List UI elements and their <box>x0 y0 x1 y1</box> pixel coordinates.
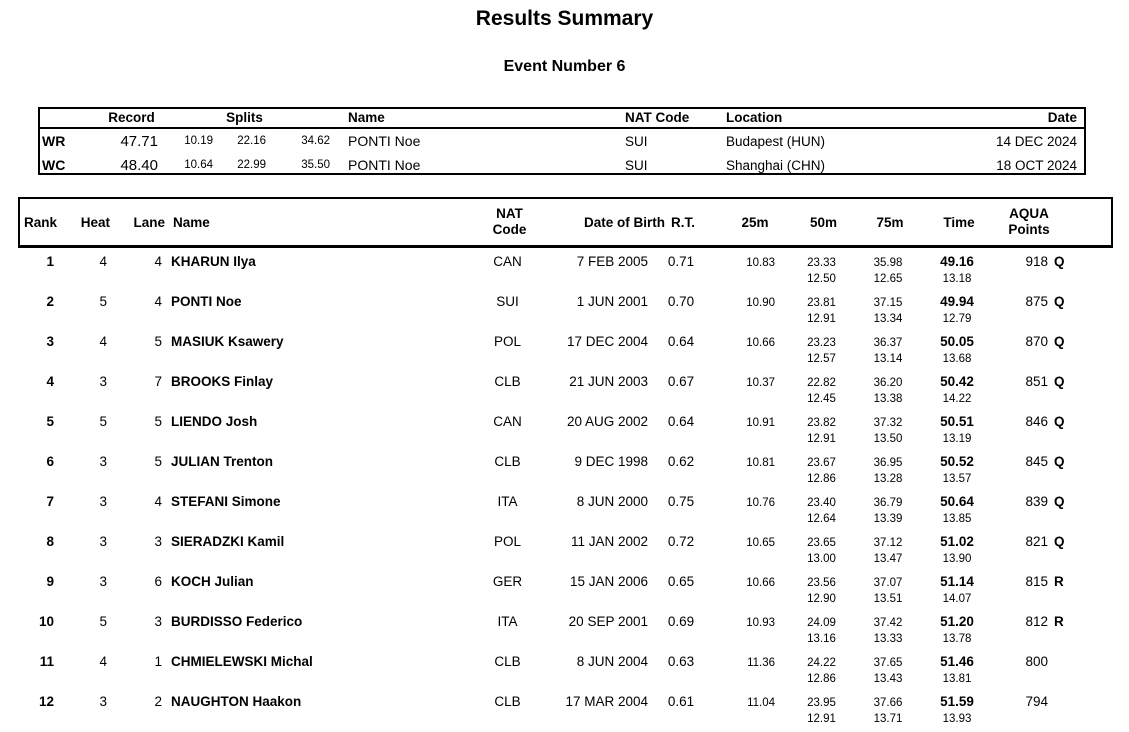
result-75m-time: 37.12 <box>873 537 903 549</box>
result-lap-split-2: 12.86 <box>807 473 836 485</box>
result-lap-split-4: 13.57 <box>942 473 972 485</box>
results-header-nat-code <box>477 206 542 238</box>
result-reaction-time: 0.62 <box>667 454 695 469</box>
results-header-nat-line2: Code <box>492 222 527 237</box>
result-heat: 4 <box>99 254 107 269</box>
records-table <box>38 107 1086 175</box>
result-swimmer-name: MASIUK Ksawery <box>171 334 284 349</box>
result-nat-code: POL <box>493 534 521 549</box>
result-50m-time: 23.67 <box>807 457 836 469</box>
result-heat: 5 <box>99 414 107 429</box>
result-qualification-letter: Q <box>1054 294 1065 309</box>
result-lap-split-4: 14.22 <box>942 393 972 405</box>
result-date-of-birth: 20 AUG 2002 <box>566 414 648 429</box>
result-date-of-birth: 15 JAN 2006 <box>569 574 648 589</box>
result-final-time: 51.20 <box>940 614 974 629</box>
result-row <box>18 372 1113 412</box>
result-lap-split-4: 14.07 <box>942 593 972 605</box>
result-row <box>18 412 1113 452</box>
record-split-75m: 35.50 <box>301 159 330 171</box>
result-50m-time: 24.09 <box>807 617 836 629</box>
result-25m-time: 10.66 <box>746 337 775 349</box>
result-nat-code: POL <box>493 334 521 349</box>
result-lane: 4 <box>154 494 162 509</box>
result-aqua-points-cell <box>996 452 1113 471</box>
result-aqua-points-cell <box>996 292 1113 311</box>
results-header-aqua-points <box>998 206 1115 238</box>
result-lap-split-2: 12.45 <box>807 393 836 405</box>
result-final-time: 49.94 <box>940 294 974 309</box>
results-header-lane: Lane <box>133 214 165 230</box>
records-header-date: Date <box>1047 110 1077 125</box>
records-header-location: Location <box>726 110 783 125</box>
result-75m-time: 37.66 <box>873 697 903 709</box>
record-location: Budapest (HUN) <box>726 133 826 149</box>
result-aqua-points-cell <box>996 652 1113 671</box>
record-label: WC <box>42 157 66 173</box>
result-swimmer-name: CHMIELEWSKI Michal <box>171 654 313 669</box>
result-aqua-points: 839 <box>1025 494 1048 509</box>
results-table-body <box>18 252 1113 732</box>
result-aqua-points-cell <box>996 532 1113 551</box>
result-lap-split-4: 12.79 <box>942 313 972 325</box>
result-75m-time: 37.65 <box>873 657 903 669</box>
result-heat: 3 <box>99 534 107 549</box>
record-label: WR <box>42 133 66 149</box>
result-aqua-points: 800 <box>1025 654 1048 669</box>
result-reaction-time: 0.63 <box>667 654 695 669</box>
result-final-time: 51.02 <box>940 534 974 549</box>
result-heat: 4 <box>99 654 107 669</box>
record-row <box>40 129 1084 153</box>
record-row <box>40 153 1084 177</box>
result-25m-time: 10.81 <box>746 457 775 469</box>
result-rank: 12 <box>38 694 54 709</box>
result-rank: 4 <box>46 374 54 389</box>
result-final-time: 50.42 <box>940 374 974 389</box>
result-50m-time: 23.81 <box>807 297 836 309</box>
result-lap-split-4: 13.81 <box>942 673 972 685</box>
result-nat-code: SUI <box>496 294 519 309</box>
results-header-reaction-time: R.T. <box>670 214 695 230</box>
result-50m-time: 24.22 <box>807 657 836 669</box>
result-nat-code: ITA <box>497 494 518 509</box>
event-number-title: Event Number 6 <box>503 58 626 75</box>
record-split-75m: 34.62 <box>301 135 330 147</box>
result-lap-split-4: 13.18 <box>942 273 972 285</box>
result-lap-split-3: 13.14 <box>873 353 903 365</box>
result-lap-split-4: 13.78 <box>942 633 972 645</box>
result-25m-time: 10.91 <box>746 417 775 429</box>
result-row <box>18 452 1113 492</box>
result-aqua-points-cell <box>996 372 1113 391</box>
result-rank: 8 <box>46 534 54 549</box>
record-date: 18 OCT 2024 <box>996 157 1077 173</box>
records-rows <box>40 129 1084 177</box>
result-aqua-points-cell <box>996 692 1113 711</box>
results-header-75m: 75m <box>876 214 904 230</box>
results-header-time: Time <box>943 214 975 230</box>
result-aqua-points-cell <box>996 412 1113 431</box>
results-header-aqua-line1: AQUA <box>1009 206 1049 221</box>
record-split-25m: 10.64 <box>184 159 213 171</box>
result-lap-split-2: 13.16 <box>807 633 836 645</box>
result-heat: 3 <box>99 374 107 389</box>
record-time: 48.40 <box>120 156 158 174</box>
result-qualification-letter: Q <box>1054 454 1065 469</box>
result-25m-time: 10.76 <box>746 497 775 509</box>
result-lap-split-3: 12.65 <box>873 273 903 285</box>
result-lap-split-3: 13.50 <box>873 433 903 445</box>
result-50m-time: 23.65 <box>807 537 836 549</box>
result-25m-time: 10.90 <box>746 297 775 309</box>
result-25m-time: 10.93 <box>746 617 775 629</box>
result-nat-code: CLB <box>494 694 521 709</box>
records-header-record: Record <box>108 110 155 125</box>
result-date-of-birth: 20 SEP 2001 <box>568 614 648 629</box>
result-reaction-time: 0.72 <box>667 534 695 549</box>
result-date-of-birth: 7 FEB 2005 <box>576 254 648 269</box>
page-title: Results Summary <box>475 7 654 30</box>
result-row <box>18 332 1113 372</box>
result-lap-split-3: 13.38 <box>873 393 903 405</box>
result-lap-split-3: 13.51 <box>873 593 903 605</box>
result-swimmer-name: SIERADZKI Kamil <box>171 534 285 549</box>
records-header-nat-code: NAT Code <box>625 110 690 125</box>
result-heat: 5 <box>99 614 107 629</box>
result-aqua-points: 821 <box>1025 534 1048 549</box>
result-final-time: 50.51 <box>940 414 974 429</box>
result-date-of-birth: 8 JUN 2000 <box>576 494 648 509</box>
result-50m-time: 23.40 <box>807 497 836 509</box>
result-final-time: 51.46 <box>940 654 974 669</box>
result-qualification-letter: Q <box>1054 534 1065 549</box>
result-date-of-birth: 11 JAN 2002 <box>570 534 648 549</box>
result-aqua-points-cell <box>996 492 1113 511</box>
result-rank: 7 <box>46 494 54 509</box>
result-qualification-letter: Q <box>1054 374 1065 389</box>
result-rank: 6 <box>46 454 54 469</box>
record-time: 47.71 <box>120 132 158 150</box>
result-lane: 2 <box>154 694 162 709</box>
result-date-of-birth: 17 MAR 2004 <box>565 694 648 709</box>
result-50m-time: 22.82 <box>807 377 836 389</box>
result-nat-code: CLB <box>494 454 521 469</box>
result-swimmer-name: STEFANI Simone <box>171 494 281 509</box>
result-25m-time: 11.36 <box>747 657 775 669</box>
result-nat-code: ITA <box>497 614 518 629</box>
results-header-name: Name <box>173 214 210 230</box>
result-aqua-points-cell <box>996 612 1113 631</box>
result-date-of-birth: 8 JUN 2004 <box>576 654 648 669</box>
result-50m-time: 23.95 <box>807 697 836 709</box>
record-nat-code: SUI <box>625 133 648 149</box>
result-50m-time: 23.23 <box>807 337 836 349</box>
result-rank: 2 <box>46 294 54 309</box>
result-row <box>18 292 1113 332</box>
result-date-of-birth: 9 DEC 1998 <box>574 454 648 469</box>
result-25m-time: 10.66 <box>746 577 775 589</box>
result-reaction-time: 0.64 <box>667 414 695 429</box>
result-lane: 4 <box>154 254 162 269</box>
results-header-date-of-birth: Date of Birth <box>584 214 665 230</box>
record-date: 14 DEC 2024 <box>995 133 1077 149</box>
records-header-row <box>40 109 1084 129</box>
results-header-rank: Rank <box>24 214 58 230</box>
result-rank: 1 <box>46 254 54 269</box>
result-heat: 5 <box>99 294 107 309</box>
result-lane: 1 <box>154 654 162 669</box>
result-aqua-points: 812 <box>1025 614 1048 629</box>
result-lap-split-3: 13.39 <box>873 513 903 525</box>
result-lap-split-2: 12.90 <box>807 593 836 605</box>
result-75m-time: 36.79 <box>873 497 903 509</box>
result-aqua-points-cell <box>996 332 1113 351</box>
result-aqua-points: 870 <box>1025 334 1048 349</box>
result-rank: 5 <box>46 414 54 429</box>
result-reaction-time: 0.64 <box>667 334 695 349</box>
result-lap-split-3: 13.34 <box>873 313 903 325</box>
result-aqua-points: 875 <box>1025 294 1048 309</box>
result-row <box>18 612 1113 652</box>
result-row <box>18 252 1113 292</box>
result-qualification-letter: R <box>1054 574 1064 589</box>
result-lap-split-2: 12.57 <box>807 353 836 365</box>
result-lap-split-3: 13.33 <box>873 633 903 645</box>
record-nat-code: SUI <box>625 157 648 173</box>
result-nat-code: CAN <box>493 254 522 269</box>
result-qualification-letter: Q <box>1054 334 1065 349</box>
result-date-of-birth: 17 DEC 2004 <box>566 334 648 349</box>
result-nat-code: CLB <box>494 654 521 669</box>
result-25m-time: 10.65 <box>746 537 775 549</box>
result-qualification-letter: Q <box>1054 494 1065 509</box>
results-header-aqua-line2: Points <box>1008 222 1050 237</box>
result-lap-split-4: 13.19 <box>942 433 972 445</box>
result-lap-split-2: 13.00 <box>807 553 836 565</box>
result-50m-time: 23.33 <box>807 257 836 269</box>
result-aqua-points: 851 <box>1025 374 1048 389</box>
result-qualification-letter: Q <box>1054 254 1065 269</box>
result-lap-split-2: 12.64 <box>807 513 836 525</box>
result-swimmer-name: BURDISSO Federico <box>171 614 303 629</box>
result-50m-time: 23.56 <box>807 577 836 589</box>
result-rank: 11 <box>39 654 54 669</box>
result-reaction-time: 0.75 <box>667 494 695 509</box>
result-lap-split-3: 13.43 <box>873 673 903 685</box>
result-swimmer-name: PONTI Noe <box>171 294 242 309</box>
result-nat-code: CAN <box>493 414 522 429</box>
records-header-splits: Splits <box>226 110 263 125</box>
result-lane: 5 <box>154 454 162 469</box>
result-lane: 6 <box>154 574 162 589</box>
result-75m-time: 37.42 <box>873 617 903 629</box>
result-lap-split-2: 12.86 <box>807 673 836 685</box>
results-header-50m: 50m <box>809 214 838 230</box>
result-date-of-birth: 21 JUN 2003 <box>569 374 648 389</box>
result-75m-time: 37.15 <box>873 297 903 309</box>
result-swimmer-name: NAUGHTON Haakon <box>171 694 302 709</box>
result-row <box>18 652 1113 692</box>
result-reaction-time: 0.61 <box>667 694 695 709</box>
record-split-50m: 22.99 <box>237 159 266 171</box>
result-heat: 3 <box>99 574 107 589</box>
result-aqua-points-cell <box>996 252 1113 271</box>
result-reaction-time: 0.65 <box>667 574 695 589</box>
record-split-25m: 10.19 <box>184 135 213 147</box>
result-75m-time: 36.20 <box>873 377 903 389</box>
results-header-nat-line1: NAT <box>496 206 523 221</box>
result-50m-time: 23.82 <box>807 417 836 429</box>
result-25m-time: 10.83 <box>746 257 775 269</box>
result-lap-split-4: 13.90 <box>942 553 972 565</box>
result-75m-time: 35.98 <box>873 257 903 269</box>
result-swimmer-name: KHARUN Ilya <box>171 254 256 269</box>
result-reaction-time: 0.69 <box>667 614 695 629</box>
result-final-time: 49.16 <box>940 254 974 269</box>
result-lap-split-4: 13.85 <box>942 513 972 525</box>
result-aqua-points: 794 <box>1025 694 1048 709</box>
result-qualification-letter: R <box>1054 614 1064 629</box>
result-swimmer-name: BROOKS Finlay <box>171 374 274 389</box>
result-lap-split-2: 12.91 <box>807 433 836 445</box>
record-holder-name: PONTI Noe <box>348 133 421 149</box>
result-lane: 3 <box>154 534 162 549</box>
result-rank: 9 <box>46 574 54 589</box>
result-aqua-points: 918 <box>1025 254 1048 269</box>
record-holder-name: PONTI Noe <box>348 157 421 173</box>
result-swimmer-name: LIENDO Josh <box>171 414 258 429</box>
result-final-time: 50.64 <box>940 494 974 509</box>
record-split-50m: 22.16 <box>237 135 266 147</box>
result-lane: 5 <box>154 334 162 349</box>
result-reaction-time: 0.71 <box>667 254 695 269</box>
result-75m-time: 36.95 <box>873 457 903 469</box>
result-lap-split-3: 13.47 <box>873 553 903 565</box>
result-heat: 3 <box>99 694 107 709</box>
result-lap-split-2: 12.50 <box>807 273 836 285</box>
result-heat: 4 <box>99 334 107 349</box>
result-qualification-letter: Q <box>1054 414 1065 429</box>
results-header-heat: Heat <box>80 214 110 230</box>
result-lane: 5 <box>154 414 162 429</box>
result-lap-split-4: 13.68 <box>942 353 972 365</box>
result-lane: 3 <box>154 614 162 629</box>
result-75m-time: 36.37 <box>873 337 903 349</box>
result-aqua-points-cell <box>996 572 1113 591</box>
result-aqua-points: 845 <box>1025 454 1048 469</box>
result-rank: 10 <box>38 614 54 629</box>
result-nat-code: GER <box>492 574 523 589</box>
result-swimmer-name: JULIAN Trenton <box>171 454 274 469</box>
result-lap-split-2: 12.91 <box>807 713 836 725</box>
result-aqua-points: 846 <box>1025 414 1048 429</box>
result-final-time: 50.05 <box>940 334 974 349</box>
result-row <box>18 692 1113 732</box>
result-rank: 3 <box>46 334 54 349</box>
result-reaction-time: 0.67 <box>667 374 695 389</box>
result-final-time: 51.59 <box>940 694 974 709</box>
results-table-header <box>18 197 1113 248</box>
result-row <box>18 572 1113 612</box>
result-final-time: 51.14 <box>940 574 974 589</box>
result-lane: 4 <box>154 294 162 309</box>
result-lane: 7 <box>154 374 162 389</box>
result-25m-time: 10.37 <box>746 377 775 389</box>
result-final-time: 50.52 <box>940 454 974 469</box>
results-header-25m: 25m <box>741 214 769 230</box>
result-date-of-birth: 1 JUN 2001 <box>576 294 648 309</box>
result-25m-time: 11.04 <box>747 697 775 709</box>
result-aqua-points: 815 <box>1025 574 1048 589</box>
result-lap-split-3: 13.28 <box>873 473 903 485</box>
result-reaction-time: 0.70 <box>667 294 695 309</box>
result-row <box>18 492 1113 532</box>
result-row <box>18 532 1113 572</box>
result-lap-split-4: 13.93 <box>942 713 972 725</box>
record-location: Shanghai (CHN) <box>726 157 826 173</box>
result-heat: 3 <box>99 454 107 469</box>
records-header-name: Name <box>348 110 385 125</box>
result-75m-time: 37.07 <box>873 577 903 589</box>
result-heat: 3 <box>99 494 107 509</box>
result-nat-code: CLB <box>494 374 521 389</box>
result-lap-split-3: 13.71 <box>873 713 903 725</box>
result-75m-time: 37.32 <box>873 417 903 429</box>
result-lap-split-2: 12.91 <box>807 313 836 325</box>
result-swimmer-name: KOCH Julian <box>171 574 254 589</box>
